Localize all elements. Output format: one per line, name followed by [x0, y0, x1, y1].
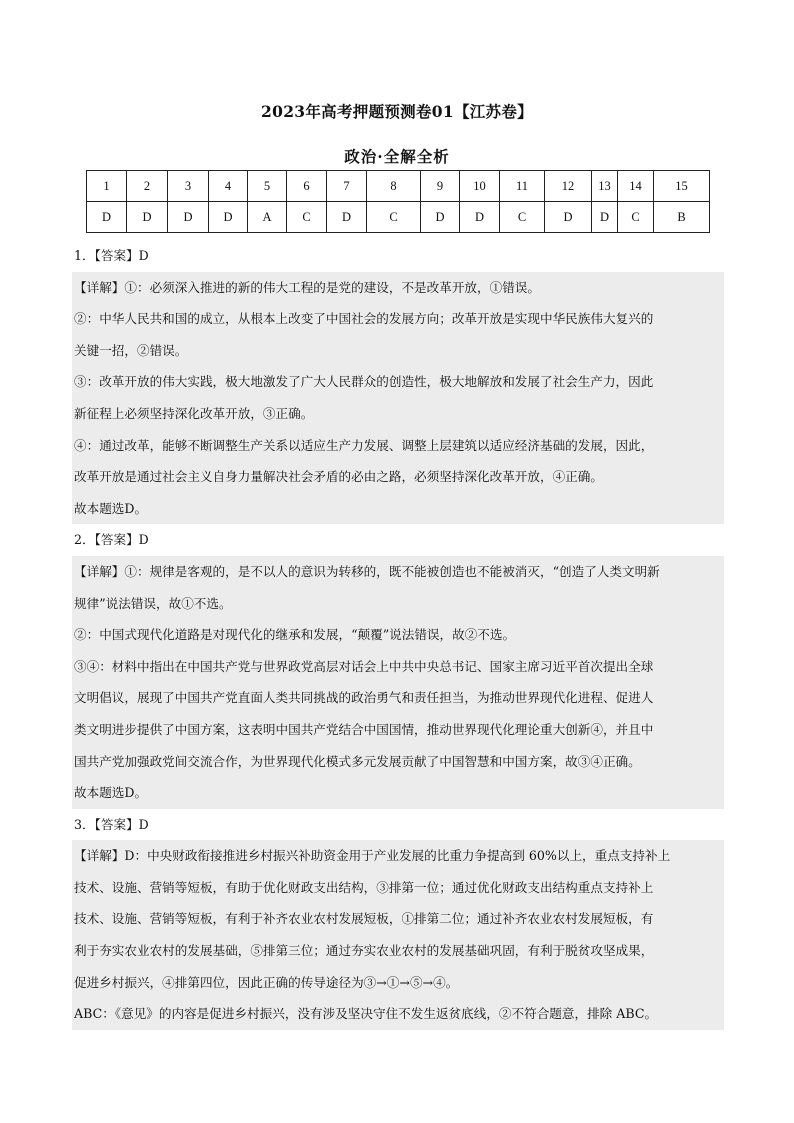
answer-cell: D [209, 202, 248, 233]
explanation-line: 技术、设施、营销等短板，有利于补齐农业农村发展短板，①排第二位；通过补齐农业农村发展短板，有 [74, 911, 654, 927]
explanation-line: 故本题选D。 [74, 500, 148, 516]
explanation-line: ②：中华人民共和国的成立，从根本上改变了中国社会的发展方向；改革开放是实现中华民族伟大复兴的 [74, 311, 654, 327]
question-3-answer-heading: 3．【答案】D [74, 816, 149, 832]
answer-cell: C [618, 202, 654, 233]
question-number-cell: 3 [168, 171, 209, 202]
explanation-line: 技术、设施、营销等短板，有助于优化财政支出结构，③排第一位；通过优化财政支出结构重点支持补上 [74, 879, 654, 895]
answer-cell: C [367, 202, 421, 233]
question-number-cell: 11 [500, 171, 545, 202]
explanation-line: 【详解】D：中央财政衔接推进乡村振兴补助资金用于产业发展的比重力争提高到 60%以上，重点支持补上 [74, 848, 671, 864]
explanation-line: 国共产党加强政党间交流合作，为世界现代化模式多元发展贡献了中国智慧和中国方案，故③④正确。 [74, 753, 641, 769]
answer-cell: D [545, 202, 592, 233]
answer-cell: B [654, 202, 710, 233]
question-number-cell: 1 [87, 171, 127, 202]
question-number-cell: 6 [287, 171, 327, 202]
answer-table-answer-row [87, 202, 710, 233]
answer-cell: D [327, 202, 367, 233]
question-number-cell: 9 [421, 171, 460, 202]
answer-cell: C [500, 202, 545, 233]
explanation-line: ②：中国式现代化道路是对现代化的继承和发展，“颠覆”说法错误，故②不选。 [74, 627, 516, 643]
answer-cell: D [127, 202, 168, 233]
answer-cell: C [287, 202, 327, 233]
answer-cell: D [421, 202, 460, 233]
explanation-line: 新征程上必须坚持深化改革开放，③正确。 [74, 405, 314, 421]
answer-cell: D [87, 202, 127, 233]
question-2-answer-heading: 2．【答案】D [74, 532, 149, 548]
explanations [72, 240, 724, 1030]
page-title: 2023年高考押题预测卷01【江苏卷】 [261, 102, 533, 121]
question-number-cell: 8 [367, 171, 421, 202]
explanation-line: ③④：材料中指出在中国共产党与世界政党高层对话会上中共中央总书记、国家主席习近平首次提出全球 [74, 658, 654, 674]
question-number-cell: 13 [592, 171, 618, 202]
question-number-cell: 2 [127, 171, 168, 202]
explanation-line: 促进乡村振兴，④排第四位，因此正确的传导途径为③→①→⑤→④。 [74, 974, 459, 990]
answer-cell: D [460, 202, 500, 233]
question-3-explanation [72, 840, 724, 1030]
answer-table [86, 170, 710, 233]
explanation-line: 【详解】①：必须深入推进的新的伟大工程的是党的建设，不是改革开放，①错误。 [74, 279, 540, 295]
explanation-line: 故本题选D。 [74, 785, 148, 801]
question-1-explanation [72, 272, 724, 525]
explanation-line: 关键一招，②错误。 [74, 342, 188, 358]
question-number-cell: 12 [545, 171, 592, 202]
question-number-cell: 15 [654, 171, 710, 202]
answer-cell: D [168, 202, 209, 233]
answer-table-number-row [87, 171, 710, 202]
explanation-line: ABC：《意见》的内容是促进乡村振兴，没有涉及坚决守住不发生返贫底线，②不符合题意，排除 ABC。 [74, 1006, 658, 1022]
explanation-line: ③：改革开放的伟大实践，极大地激发了广大人民群众的创造性，极大地解放和发展了社会生产力，因此 [74, 374, 654, 390]
page-subtitle: 政治·全解全析 [344, 147, 450, 166]
explanation-line: 文明倡议，展现了中国共产党直面人类共同挑战的政治勇气和责任担当，为推动世界现代化进程、促进人 [74, 690, 654, 706]
question-number-cell: 7 [327, 171, 367, 202]
question-number-cell: 5 [248, 171, 287, 202]
answer-cell: D [592, 202, 618, 233]
question-number-cell: 10 [460, 171, 500, 202]
explanation-line: 利于夯实农业农村的发展基础，⑤排第三位；通过夯实农业农村的发展基础巩固，有利于脱贫攻坚成果， [74, 943, 654, 959]
question-number-cell: 14 [618, 171, 654, 202]
question-number-cell: 4 [209, 171, 248, 202]
question-1-answer-heading: 1．【答案】D [74, 248, 149, 263]
explanation-line: 【详解】①：规律是客观的，是不以人的意识为转移的，既不能被创造也不能被消灭，“创造了人类文明新 [74, 563, 660, 579]
explanation-line: 类文明进步提供了中国方案，这表明中国共产党结合中国国情，推动世界现代化理论重大创新④，并且中 [74, 721, 654, 737]
explanation-line: 改革开放是通过社会主义自身力量解决社会矛盾的必由之路，必须坚持深化改革开放，④正确。 [74, 469, 603, 485]
question-2-explanation [72, 556, 724, 809]
explanation-line: 规律”说法错误，故①不选。 [74, 595, 232, 611]
explanation-line: ④：通过改革，能够不断调整生产关系以适应生产力发展、调整上层建筑以适应经济基础的发展，因此， [74, 437, 654, 453]
answer-cell: A [248, 202, 287, 233]
